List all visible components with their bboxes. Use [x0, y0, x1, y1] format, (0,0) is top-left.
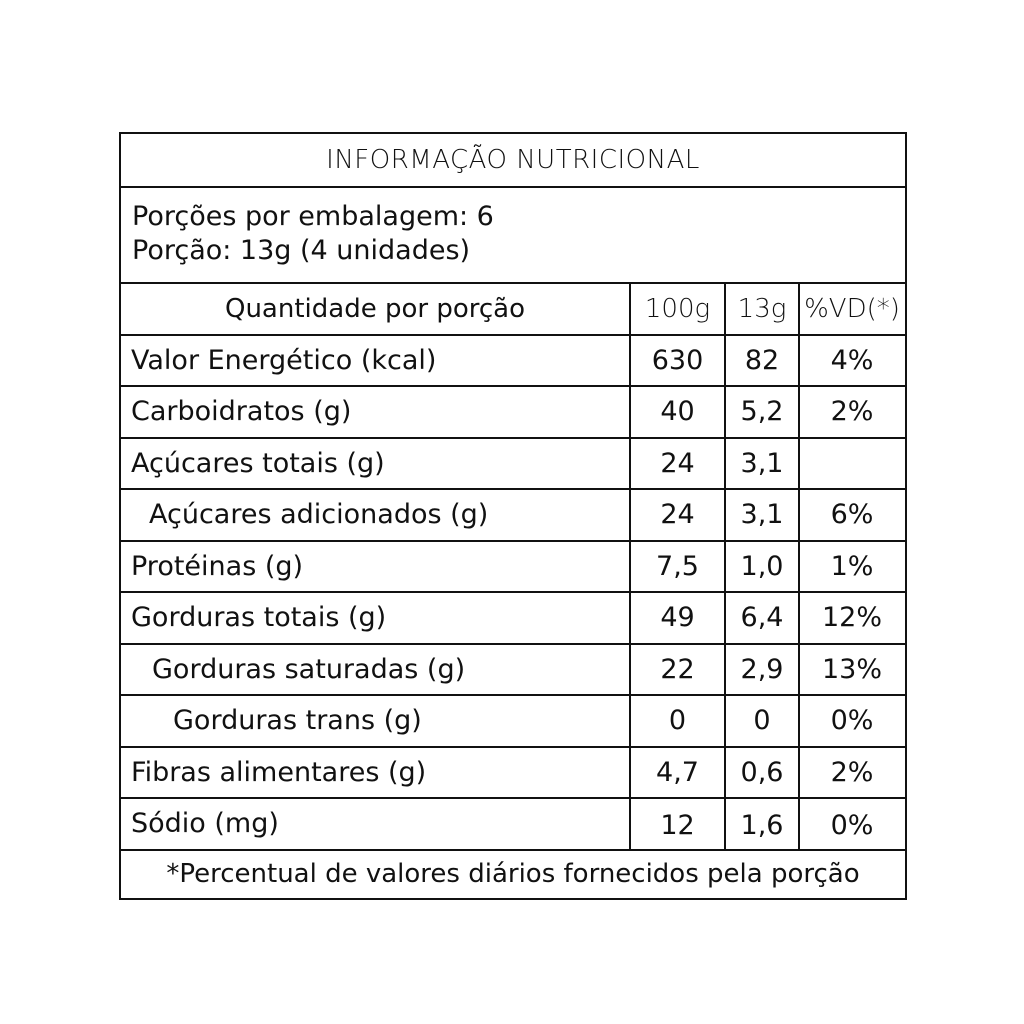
value-portion: 0,6 [724, 748, 798, 798]
value-portion: 6,4 [724, 593, 798, 643]
value-vd: 13% [798, 645, 904, 695]
value-100g: 0 [629, 696, 724, 746]
serving-size: Porção: 13g (4 unidades) [132, 235, 471, 266]
value-100g: 49 [629, 593, 724, 643]
value-100g: 4,7 [629, 748, 724, 798]
value-portion: 0 [724, 696, 798, 746]
table-title: INFORMAÇÃO NUTRICIONAL [121, 134, 905, 188]
value-vd: 1% [798, 542, 904, 592]
table-row [121, 490, 905, 542]
value-portion: 5,2 [724, 387, 798, 437]
header-portion: 13g [724, 284, 798, 334]
value-portion: 3,1 [724, 490, 798, 540]
header-100g: 100g [629, 284, 724, 334]
table-row [121, 542, 905, 594]
value-vd [798, 439, 904, 489]
value-100g: 22 [629, 645, 724, 695]
table-row [121, 336, 905, 388]
value-100g: 630 [629, 336, 724, 386]
value-100g: 24 [629, 490, 724, 540]
table-row [121, 439, 905, 491]
value-vd: 2% [798, 387, 904, 437]
value-100g: 40 [629, 387, 724, 437]
value-vd: 2% [798, 748, 904, 798]
value-portion: 1,0 [724, 542, 798, 592]
nutrient-grid [121, 284, 905, 851]
nutrient-name: Gorduras totais (g) [131, 602, 387, 634]
nutrition-facts-table [119, 132, 907, 900]
value-100g: 24 [629, 439, 724, 489]
nutrient-name: Açúcares totais (g) [131, 447, 385, 479]
value-portion: 2,9 [724, 645, 798, 695]
value-portion: 1,6 [724, 799, 798, 849]
nutrient-name: Protéinas (g) [131, 550, 304, 582]
nutrient-name: Valor Energético (kcal) [131, 344, 437, 376]
value-vd: 6% [798, 490, 904, 540]
value-vd: 0% [798, 799, 904, 849]
value-vd: 0% [798, 696, 904, 746]
table-row [121, 387, 905, 439]
footnote: *Percentual de valores diários fornecidos pela porção [166, 858, 860, 889]
nutrient-name: Gorduras saturadas (g) [152, 653, 466, 685]
value-portion: 82 [724, 336, 798, 386]
nutrient-name: Gorduras trans (g) [173, 705, 422, 737]
value-portion: 3,1 [724, 439, 798, 489]
value-vd: 12% [798, 593, 904, 643]
nutrient-name: Açúcares adicionados (g) [149, 499, 489, 531]
header-row [121, 284, 905, 336]
header-vd: %VD(*) [798, 284, 904, 334]
value-100g: 7,5 [629, 542, 724, 592]
table-row [121, 799, 905, 851]
table-row [121, 593, 905, 645]
table-row [121, 696, 905, 748]
serving-info [121, 188, 905, 284]
nutrient-name: Carboidratos (g) [131, 396, 352, 428]
table-row [121, 748, 905, 800]
value-100g: 12 [629, 799, 724, 849]
nutrient-name: Sódio (mg) [131, 808, 279, 840]
header-quantity: Quantidade por porção [224, 293, 525, 324]
table-row [121, 645, 905, 697]
servings-per-package: Porções por embalagem: 6 [132, 201, 494, 232]
value-vd: 4% [798, 336, 904, 386]
nutrient-name: Fibras alimentares (g) [131, 756, 427, 788]
